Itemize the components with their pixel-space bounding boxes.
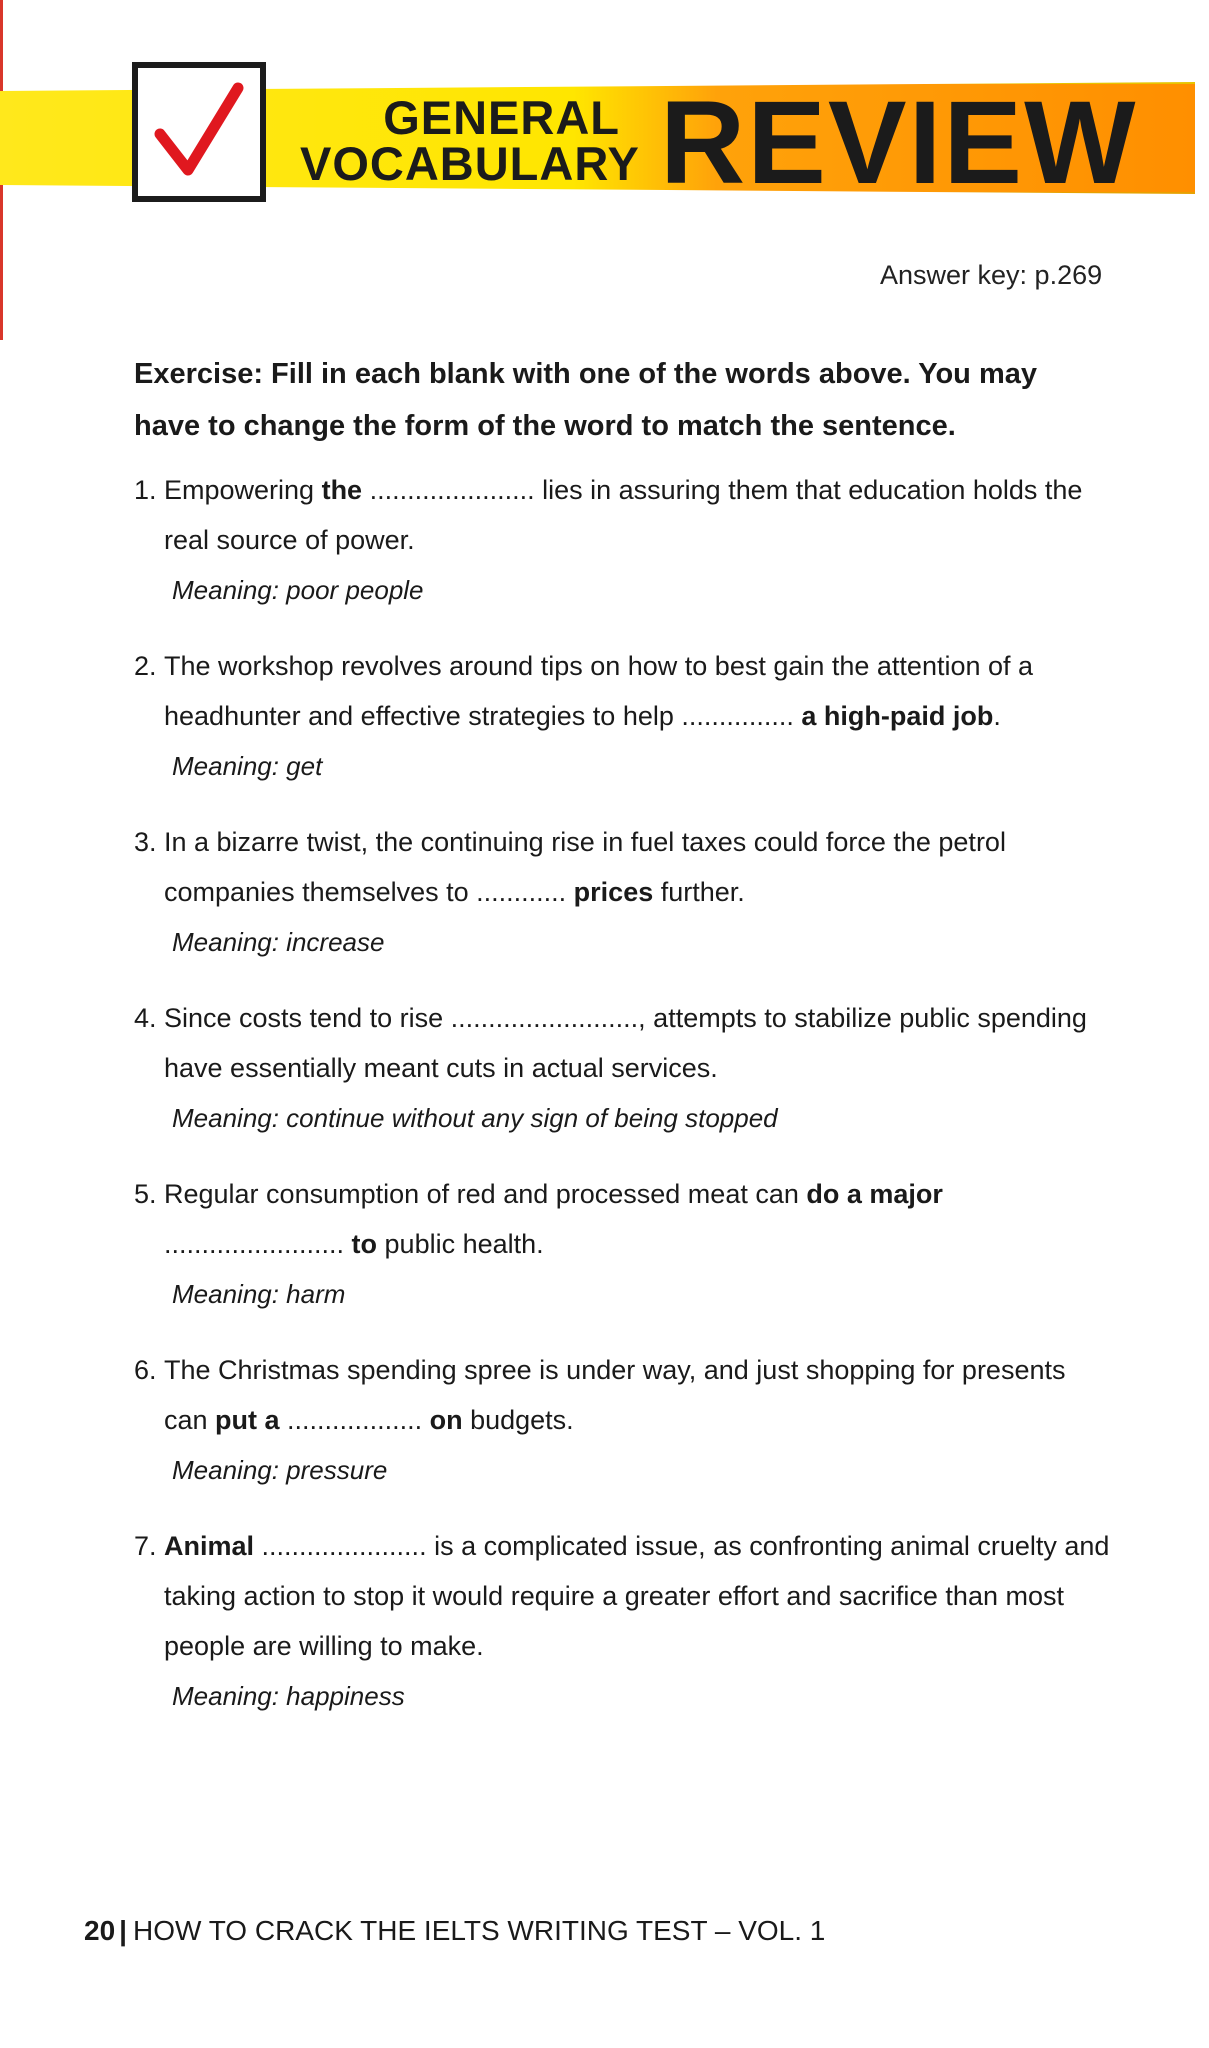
sentence-text: public health. (377, 1229, 544, 1259)
item-sentence (164, 465, 1114, 565)
sentence-text: In a bizarre twist, the continuing rise in fuel taxes could force the petrol companies themselves to ............ (164, 827, 1006, 907)
item-number: 3. (134, 827, 157, 857)
item-meaning: Meaning: pressure (172, 1455, 388, 1485)
item-number: 2. (134, 651, 157, 681)
item-meaning: Meaning: continue without any sign of being stopped (172, 1103, 778, 1133)
exercise-item (134, 1345, 1114, 1495)
exercise-item (134, 993, 1114, 1143)
item-sentence (164, 993, 1114, 1093)
title-line-general: GENERAL (383, 91, 620, 144)
footer-separator: | (119, 1915, 127, 1946)
sentence-text: ...................... lies in assuring them that education holds the real source of power. (164, 475, 1083, 555)
item-number: 5. (134, 1179, 157, 1209)
item-sentence (164, 1169, 1114, 1269)
exercise-item (134, 465, 1114, 615)
item-sentence (164, 1521, 1114, 1671)
sentence-bold: a high-paid job (801, 701, 994, 731)
item-sentence (164, 817, 1114, 917)
item-number: 4. (134, 1003, 157, 1033)
sentence-text: . (993, 701, 1001, 731)
checkmark-icon (152, 82, 246, 182)
sentence-text: The Christmas spending spree is under way, and just shopping for presents can (164, 1355, 1066, 1435)
item-meaning: Meaning: poor people (172, 575, 424, 605)
sentence-bold: put a (215, 1405, 280, 1435)
sentence-bold: Animal (164, 1531, 255, 1561)
book-title: HOW TO CRACK THE IELTS WRITING TEST – VOL. 1 (133, 1915, 826, 1946)
checkbox-frame (132, 62, 266, 202)
answer-key-reference: Answer key: p.269 (880, 260, 1103, 290)
sentence-bold: on (429, 1405, 463, 1435)
sentence-text: Empowering (164, 475, 322, 505)
sentence-bold: prices (573, 877, 654, 907)
item-number: 6. (134, 1355, 157, 1385)
item-meaning: Meaning: increase (172, 927, 385, 957)
exercise-item (134, 817, 1114, 967)
sentence-text: Regular consumption of red and processed meat can (164, 1179, 807, 1209)
sentence-text: The workshop revolves around tips on how to best gain the attention of a headhunter and effective strategies to help ............... (164, 651, 1034, 731)
sentence-text: budgets. (462, 1405, 574, 1435)
item-meaning: Meaning: harm (172, 1279, 346, 1309)
exercise-item (134, 641, 1114, 791)
exercise-instructions: Exercise: Fill in each blank with one of the words above. You may have to change the form of the word to match the sentence. (134, 358, 1037, 442)
sentence-text: ...................... is a complicated issue, as confronting animal cruelty and taking action to stop it would require a greater effort and sacrifice than most people are willing to make. (164, 1531, 1110, 1661)
sentence-bold: the (321, 475, 363, 505)
item-number: 7. (134, 1531, 157, 1561)
exercise-item (134, 1521, 1114, 1721)
exercise-list (134, 465, 1114, 1747)
page-footer (84, 1915, 825, 1947)
item-meaning: Meaning: get (172, 751, 323, 781)
sentence-text: ........................ (164, 1229, 352, 1259)
sentence-text: further. (653, 877, 745, 907)
item-sentence (164, 641, 1114, 741)
review-heading: REVIEW (660, 77, 1138, 209)
item-number: 1. (134, 475, 157, 505)
title-line-vocabulary: VOCABULARY (300, 137, 640, 190)
item-meaning: Meaning: happiness (172, 1681, 405, 1711)
item-sentence (164, 1345, 1114, 1445)
exercise-item (134, 1169, 1114, 1319)
sentence-text: .................. (279, 1405, 430, 1435)
sentence-bold: to (351, 1229, 378, 1259)
page-number: 20 (84, 1915, 116, 1946)
sentence-bold: do a major (806, 1179, 943, 1209)
sentence-text: Since costs tend to rise ........................., attempts to stabilize public spending have essentially meant cuts in actual services. (164, 1003, 1087, 1083)
header-title (300, 91, 640, 190)
